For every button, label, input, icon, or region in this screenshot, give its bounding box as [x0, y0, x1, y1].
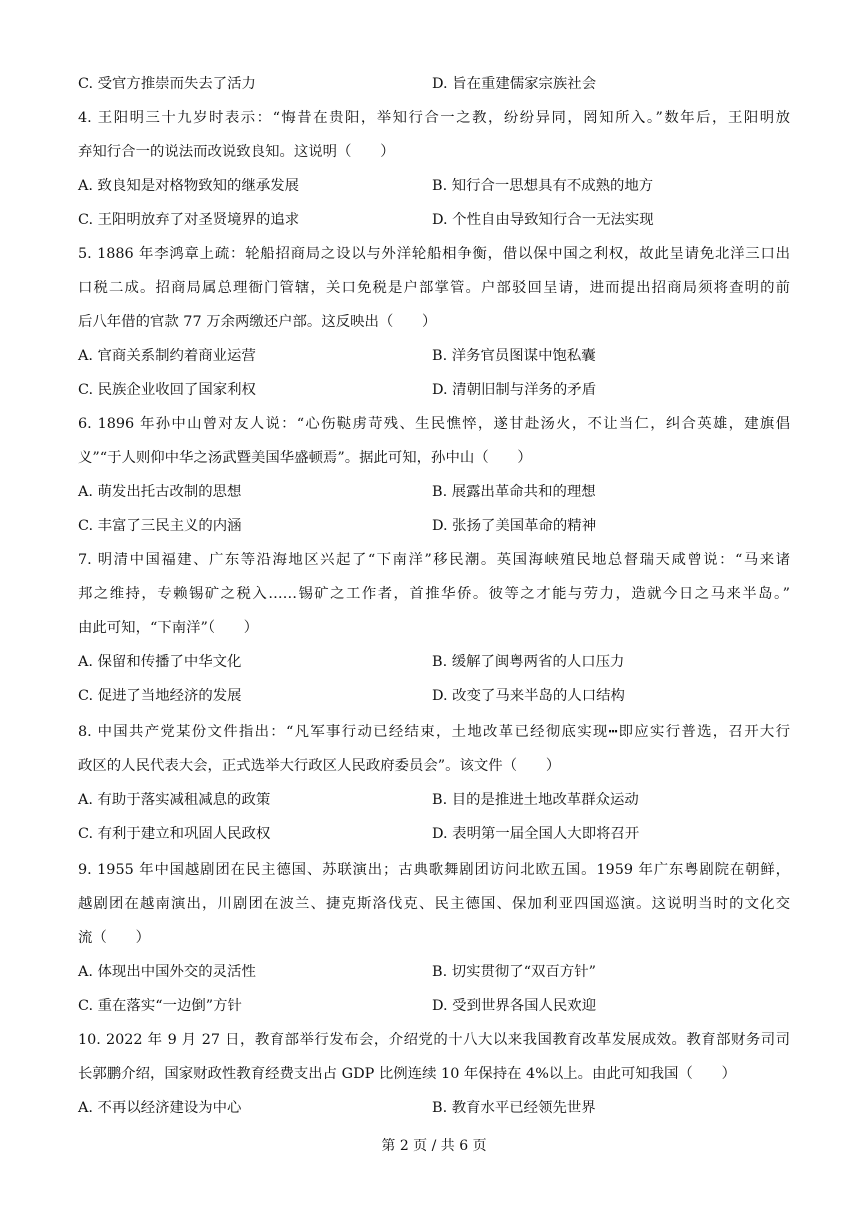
q4-option-c: C. 王阳明放弃了对圣贤境界的追求 — [78, 212, 300, 228]
q10-stem-line-2: 长郭鹏介绍，国家财政性教育经费支出占 GDP 比例连续 10 年保持在 4%以上。由此可知我国（ ） — [78, 1066, 736, 1082]
q7-stem-line-1: 7. 明清中国福建、广东等沿海地区兴起了“下南洋”移民潮。英国海峡殖民地总督瑞天咸曾说：“马来诸 — [78, 552, 790, 568]
q7-option-b: B. 缓解了闽粤两省的人口压力 — [432, 654, 625, 670]
q6-options-ab — [78, 482, 790, 502]
page-number-footer: 第 2 页 / 共 6 页 — [381, 1138, 487, 1154]
q10-options-ab — [78, 1098, 790, 1118]
q7-stem-line-2: 邦之维持，专赖锡矿之税入……锡矿之工作者，首推华侨。彼等之才能与劳力，造就今日之马来半岛。” — [78, 586, 790, 602]
q6-option-c: C. 丰富了三民主义的内涵 — [78, 518, 242, 534]
q3-options-cd — [78, 74, 790, 94]
q8-option-c: C. 有利于建立和巩固人民政权 — [78, 826, 271, 842]
q5-option-d: D. 清朝旧制与洋务的矛盾 — [432, 382, 597, 398]
q6-options-cd — [78, 516, 790, 536]
q8-options-ab — [78, 790, 790, 810]
q7-options-ab — [78, 652, 790, 672]
q5-option-c: C. 民族企业收回了国家利权 — [78, 382, 256, 398]
q5-options-ab — [78, 346, 790, 366]
q4-option-d: D. 个性自由导致知行合一无法实现 — [432, 212, 654, 228]
q8-option-b: B. 目的是推进土地改革群众运动 — [432, 792, 639, 808]
q8-option-a: A. 有助于落实减租减息的政策 — [78, 792, 271, 808]
q4-option-a: A. 致良知是对格物致知的继承发展 — [78, 178, 300, 194]
q5-stem-line-1: 5. 1886 年李鸿章上疏：轮船招商局之设以与外洋轮船相争衡，借以保中国之利权，故此呈请免北洋三口出 — [78, 246, 790, 262]
q10-stem-line-1: 10. 2022 年 9 月 27 日，教育部举行发布会，介绍党的十八大以来我国教育改革发展成效。教育部财务司司 — [78, 1032, 790, 1048]
q9-option-b: B. 切实贯彻了“双百方针” — [432, 964, 596, 980]
q5-stem-line-3: 后八年借的官款 77 万余两缴还户部。这反映出（ ） — [78, 314, 437, 330]
q6-stem-line-2: 义”“于人则仰中华之汤武暨美国华盛顿焉”。据此可知，孙中山（ ） — [78, 450, 532, 466]
q6-option-b: B. 展露出革命共和的理想 — [432, 484, 596, 500]
q10-option-a: A. 不再以经济建设为中心 — [78, 1100, 242, 1116]
q8-options-cd — [78, 824, 790, 844]
q5-option-a: A. 官商关系制约着商业运营 — [78, 348, 256, 364]
q4-stem-line-2: 弃知行合一的说法而改说致良知。这说明（ ） — [78, 144, 395, 160]
q8-stem-line-1: 8. 中国共产党某份文件指出：“凡军事行动已经结束，土地改革已经彻底实现┅即应实行普选，召开大行 — [78, 724, 790, 740]
q6-option-a: A. 萌发出托古改制的思想 — [78, 484, 242, 500]
q4-options-cd — [78, 210, 790, 230]
q7-option-d: D. 改变了马来半岛的人口结构 — [432, 688, 625, 704]
q3-option-d: D. 旨在重建儒家宗族社会 — [432, 76, 597, 92]
q4-stem-line-1: 4. 王阳明三十九岁时表示：“悔昔在贵阳，举知行合一之教，纷纷异同，罔知所入。”数年后，王阳明放 — [78, 110, 790, 126]
q6-option-d: D. 张扬了美国革命的精神 — [432, 518, 597, 534]
q9-option-d: D. 受到世界各国人民欢迎 — [432, 998, 597, 1014]
q7-option-a: A. 保留和传播了中华文化 — [78, 654, 242, 670]
q9-option-a: A. 体现出中国外交的灵活性 — [78, 964, 256, 980]
q9-options-cd — [78, 996, 790, 1016]
q5-options-cd — [78, 380, 790, 400]
q9-option-c: C. 重在落实“一边倒”方针 — [78, 998, 242, 1014]
q6-stem-line-1: 6. 1896 年孙中山曾对友人说：“心伤鞑虏苛残、生民憔悴，遂甘赴汤火，不让当仁，纠合英雄，建旗倡 — [78, 416, 790, 432]
q9-stem-line-3: 流（ ） — [78, 930, 150, 946]
q3-option-c: C. 受官方推崇而失去了活力 — [78, 76, 256, 92]
q5-option-b: B. 洋务官员图谋中饱私囊 — [432, 348, 596, 364]
q10-option-b: B. 教育水平已经领先世界 — [432, 1100, 596, 1116]
q4-options-ab — [78, 176, 790, 196]
q5-stem-line-2: 口税二成。招商局属总理衙门管辖，关口免税是户部掌管。户部驳回呈请，进而提出招商局须将查明的前 — [78, 280, 790, 296]
q9-stem-line-2: 越剧团在越南演出，川剧团在波兰、捷克斯洛伐克、民主德国、保加利亚四国巡演。这说明当时的文化交 — [78, 896, 790, 912]
q9-stem-line-1: 9. 1955 年中国越剧团在民主德国、苏联演出；古典歌舞剧团访问北欧五国。1959 年广东粤剧院在朝鲜， — [78, 862, 790, 878]
q7-option-c: C. 促进了当地经济的发展 — [78, 688, 242, 704]
q7-options-cd — [78, 686, 790, 706]
q7-stem-line-3: 由此可知，“下南洋”（ ） — [78, 620, 259, 636]
q8-stem-line-2: 政区的人民代表大会，正式选举大行政区人民政府委员会”。该文件（ ） — [78, 758, 561, 774]
q4-option-b: B. 知行合一思想具有不成熟的地方 — [432, 178, 654, 194]
q8-option-d: D. 表明第一届全国人大即将召开 — [432, 826, 640, 842]
q9-options-ab — [78, 962, 790, 982]
